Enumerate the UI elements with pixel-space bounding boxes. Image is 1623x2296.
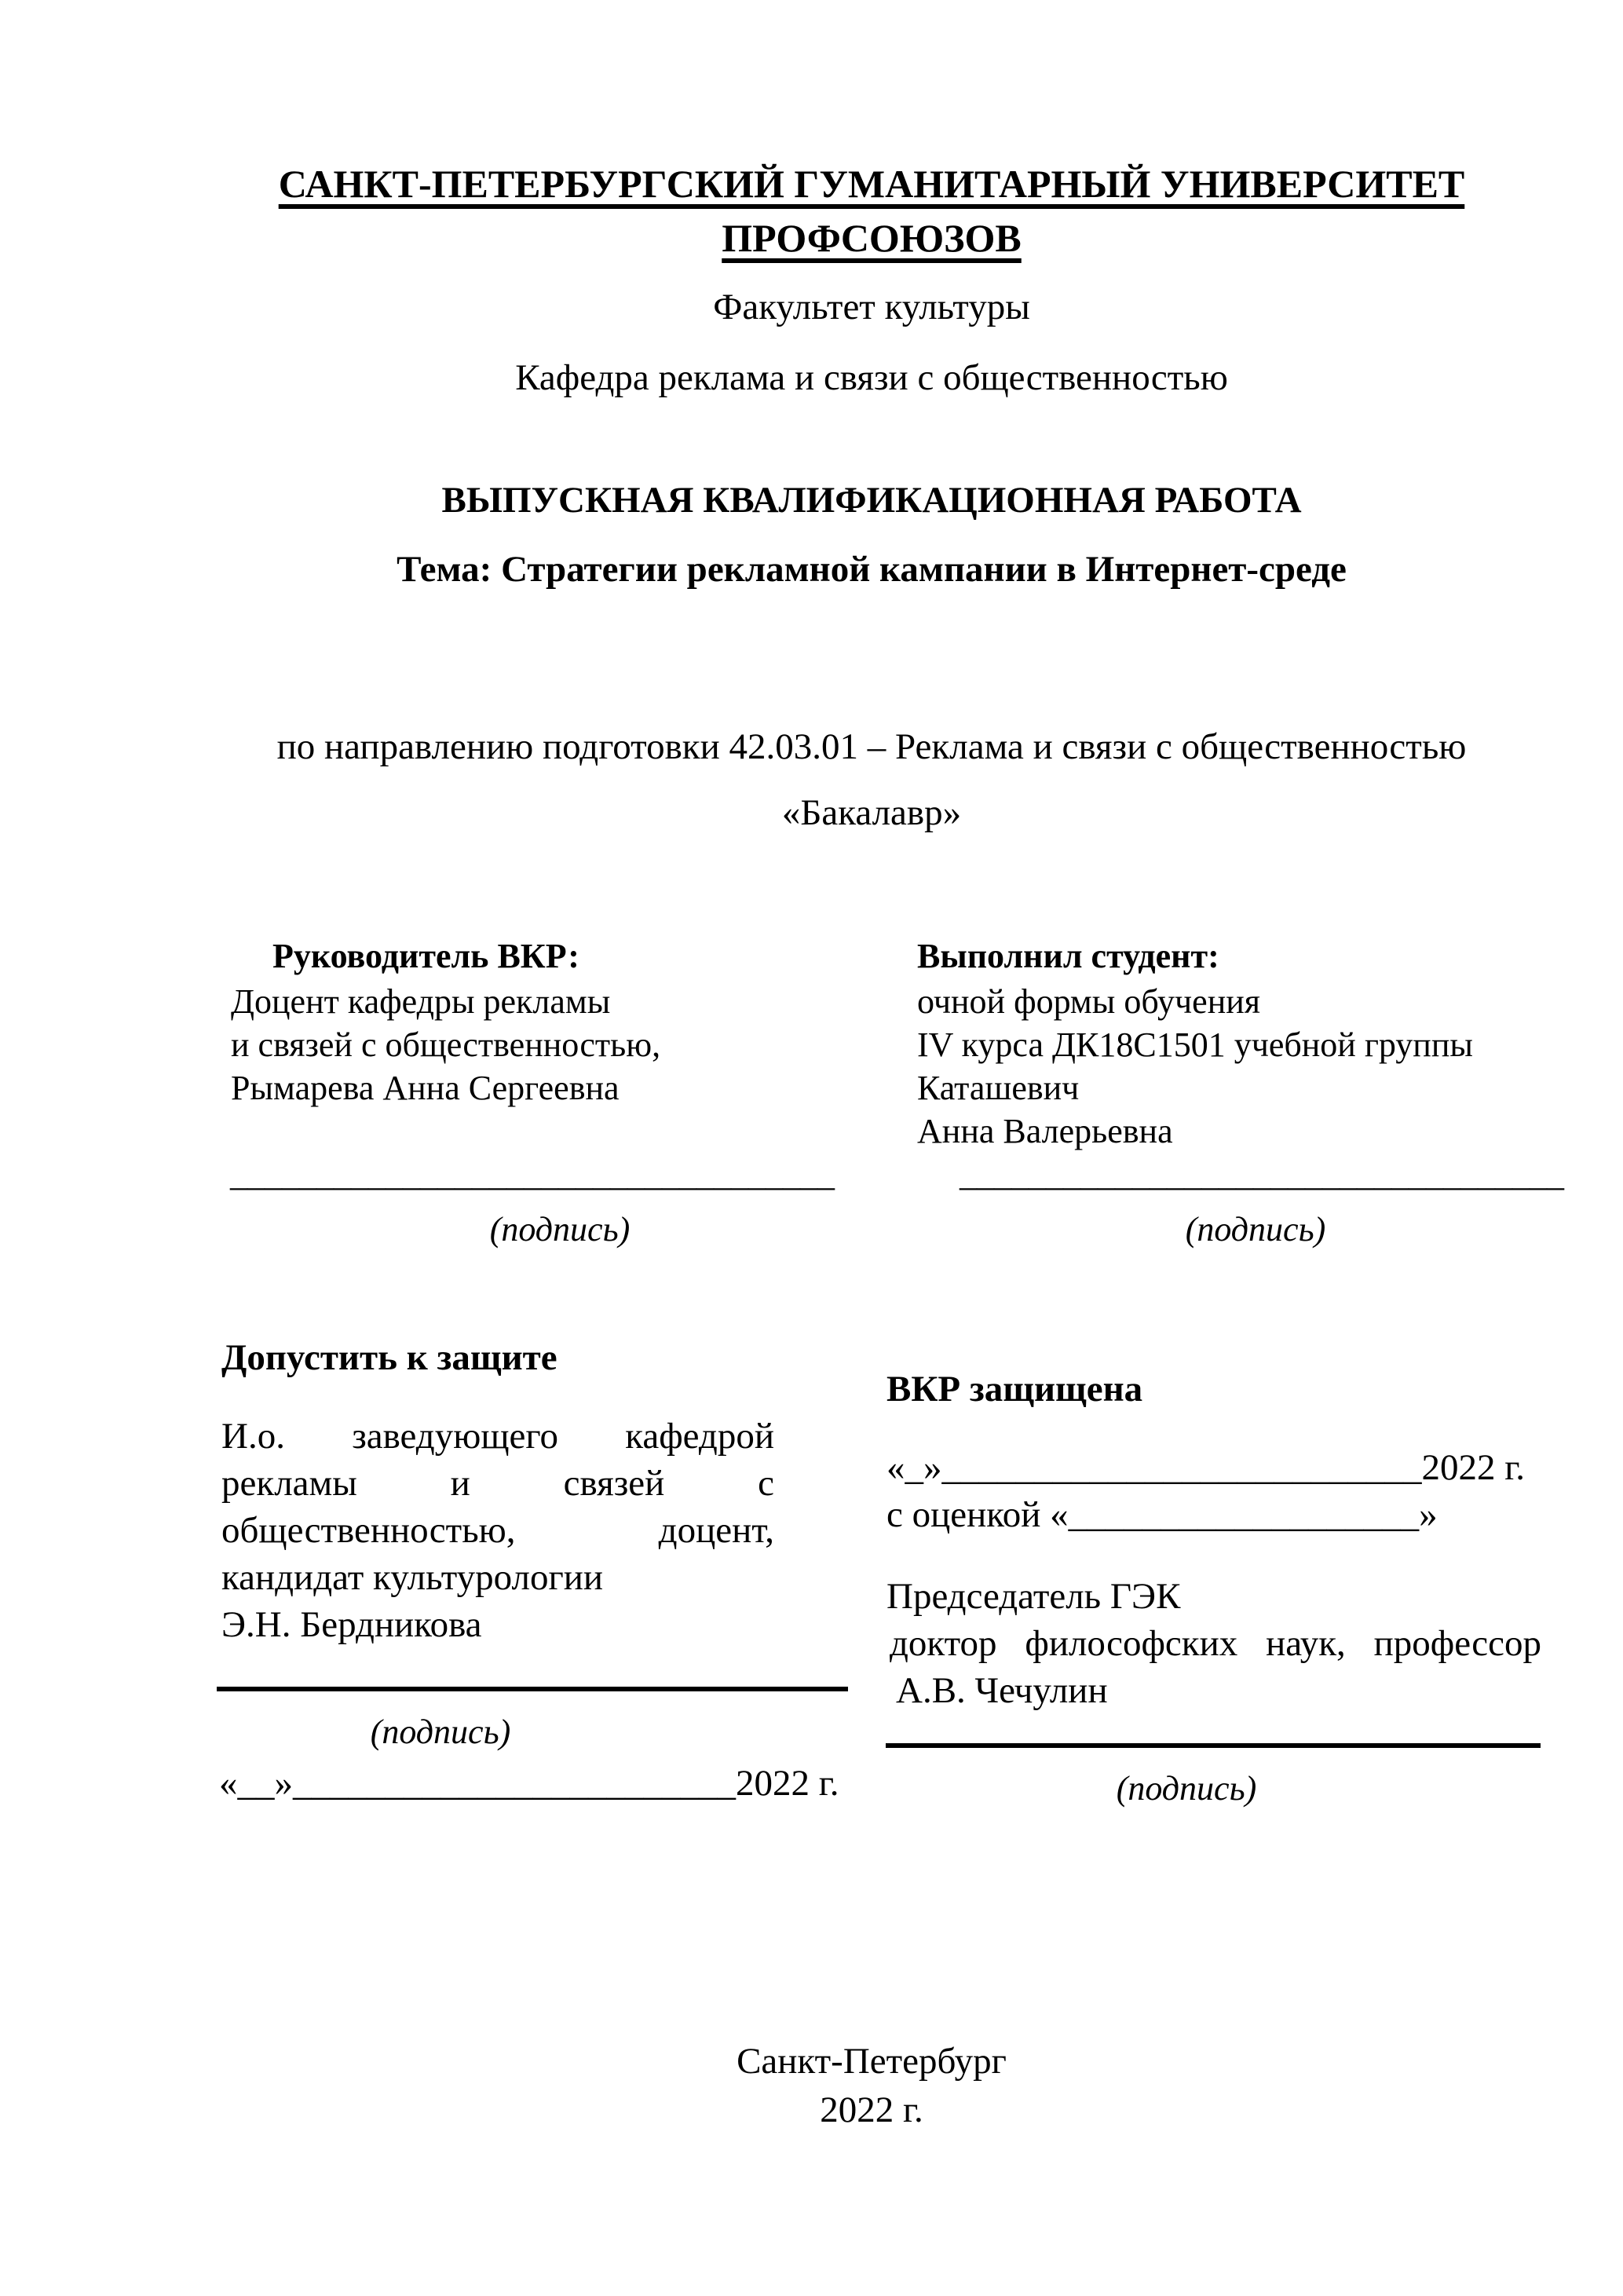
defense-signature-caption: (подпись)	[1116, 1769, 1257, 1808]
student-line: IV курса ДК18С1501 учебной группы	[917, 1026, 1473, 1064]
defense-chair-title: Председатель ГЭК	[886, 1576, 1181, 1617]
admission-line: рекламы и связей с	[221, 1463, 774, 1504]
defense-chair-degree: доктор философских наук, профессор	[890, 1623, 1541, 1664]
defense-header: ВКР защищена	[886, 1369, 1143, 1409]
faculty-line: Факультет культуры	[713, 287, 1030, 327]
direction-line: по направлению подготовки 42.03.01 – Реклама и связи с общественностью	[276, 726, 1467, 767]
defense-date-line: «_»__________________________2022 г.	[886, 1447, 1525, 1488]
university-name-line1: САНКТ-ПЕТЕРБУРГСКИЙ ГУМАНИТАРНЫЙ УНИВЕРСИТЕТ	[278, 162, 1465, 206]
admission-header: Допустить к защите	[221, 1337, 557, 1378]
student-line: Каташевич	[917, 1069, 1080, 1107]
supervisor-signature-line: ___________________________________	[230, 1155, 835, 1194]
admission-line: Э.Н. Бердникова	[221, 1604, 482, 1645]
admission-line: общественностью, доцент,	[221, 1510, 774, 1551]
student-header: Выполнил студент:	[917, 937, 1219, 975]
admission-signature-rule	[217, 1687, 848, 1691]
student-signature-line: ___________________________________	[960, 1155, 1564, 1194]
defense-signature-rule	[886, 1743, 1541, 1748]
student-line: очной формы обучения	[917, 982, 1261, 1021]
work-theme: Тема: Стратегии рекламной кампании в Интернет-среде	[397, 549, 1347, 590]
student-line: Анна Валерьевна	[917, 1112, 1173, 1150]
supervisor-header: Руководитель ВКР:	[272, 937, 579, 975]
supervisor-line: Рымарева Анна Сергеевна	[231, 1069, 620, 1107]
footer-year: 2022 г.	[820, 2089, 923, 2130]
footer-city: Санкт-Петербург	[737, 2041, 1007, 2082]
admission-line: кандидат культурологии	[221, 1557, 604, 1598]
supervisor-line: и связей с общественностью,	[231, 1026, 661, 1064]
work-type-title: ВЫПУСКНАЯ КВАЛИФИКАЦИОННАЯ РАБОТА	[441, 480, 1302, 521]
admission-signature-caption: (подпись)	[370, 1713, 511, 1751]
supervisor-line: Доцент кафедры рекламы	[231, 982, 611, 1021]
defense-grade-line: с оценкой «___________________»	[886, 1494, 1438, 1535]
degree-line: «Бакалавр»	[781, 792, 962, 833]
admission-date-line: «__»________________________2022 г.	[219, 1763, 839, 1804]
defense-chair-name: А.В. Чечулин	[896, 1670, 1108, 1711]
university-name-line2: ПРОФСОЮЗОВ	[722, 216, 1022, 260]
student-signature-caption: (подпись)	[1185, 1210, 1326, 1249]
supervisor-signature-caption: (подпись)	[489, 1210, 631, 1249]
admission-line: И.о. заведующего кафедрой	[221, 1416, 774, 1457]
department-line: Кафедра реклама и связи с общественностью	[515, 357, 1228, 398]
